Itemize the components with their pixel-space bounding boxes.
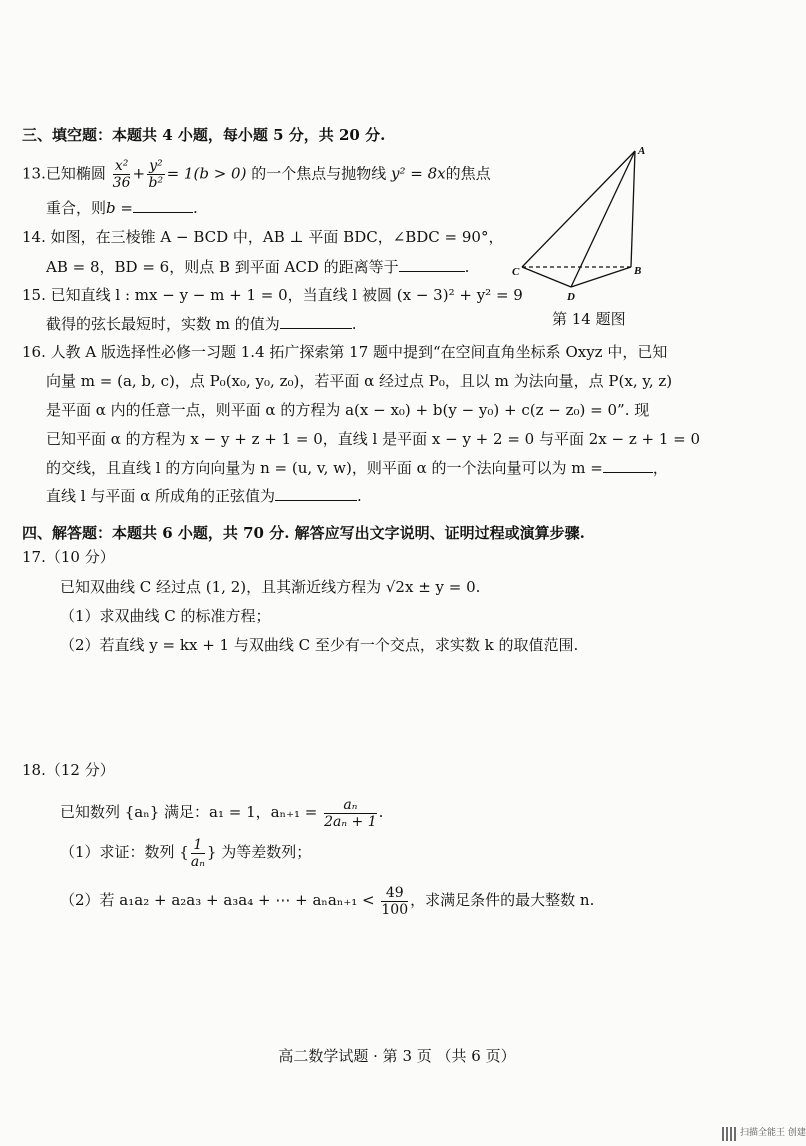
q13-end: .: [192, 199, 198, 217]
q17-end: .: [475, 578, 481, 596]
q15-end: .: [351, 315, 357, 333]
q16-answer-blank-2[interactable]: [275, 486, 357, 501]
q18-part2-text-a: （2）若 a₁a₂ + a₂a₃ + a₃a₄ + ⋯ + aₙaₙ₊₁ <: [60, 891, 375, 909]
q18-end: .: [378, 803, 384, 821]
q15-text: 截得的弦长最短时，实数 m 的值为: [46, 315, 280, 333]
section-4-header: 四、解答题：本题共 6 小题，共 70 分. 解答应写出文字说明、证明过程或演算步骤.: [22, 524, 585, 542]
q16-end: .: [357, 487, 362, 505]
question-17-part-2: （2）若直线 y = kx + 1 与双曲线 C 至少有一个交点，求实数 k 的取值范围.: [60, 636, 579, 654]
q13-text-1: 已知椭圆: [45, 164, 106, 183]
q18-part2-fraction: $\frac{49}{100}$: [381, 884, 409, 918]
q13-number: 13.: [22, 164, 46, 183]
question-16-line-2: 向量 m = (a, b, c)，点 P₀(x₀, y₀, z₀)，若平面 α 经过点 P₀，且以 m 为法向量，点 P(x, y, z): [46, 372, 673, 390]
q13-fraction-y: $\frac{\text{y²}}{\text{b²}}$: [148, 158, 164, 191]
question-14-line-2: [46, 256, 469, 278]
q18-part1-text-a: （1）求证：数列 {: [60, 843, 189, 861]
q13-plus: +: [132, 164, 146, 183]
q14-answer-blank[interactable]: [399, 257, 465, 272]
q17-text: 已知双曲线 C 经过点 (1, 2)，且其渐近线方程为 √2x ± y = 0: [60, 578, 476, 596]
question-16-line-5: [46, 457, 668, 479]
q18-text: 已知数列 {aₙ} 满足：a₁ = 1，aₙ₊₁ =: [60, 803, 318, 821]
q14-end: .: [464, 258, 470, 276]
label-d: D: [567, 291, 575, 303]
q18-part1-fraction: $\frac{1}{\text{aₙ}}$: [190, 836, 205, 870]
q15-answer-blank[interactable]: [280, 314, 352, 329]
scanner-stamp: 扫描全能王 创建: [740, 1128, 806, 1138]
q13-text-2: 的一个焦点与抛物线: [251, 164, 387, 183]
q18-part2-text-b: ，求满足条件的最大整数 n: [410, 891, 590, 909]
question-17-part-1: （1）求双曲线 C 的标准方程；: [60, 607, 271, 625]
question-15-line-1: 15. 已知直线 l : mx − y − m + 1 = 0，当直线 l 被圆 (x − 3)² + y² = 9: [22, 286, 523, 304]
label-c: C: [512, 266, 520, 278]
question-17-stem: [60, 576, 480, 598]
qr-code-icon: [722, 1127, 736, 1141]
q16-comma: ，: [652, 459, 668, 477]
label-a: A: [638, 145, 646, 157]
question-13-line-1: [22, 158, 491, 191]
q13-answer-blank[interactable]: [133, 198, 193, 213]
figure-14-tetrahedron: [508, 140, 658, 310]
question-16-line-4: 已知平面 α 的方程为 x − y + z + 1 = 0，直线 l 是平面 x − y + 2 = 0 与平面 2x − z + 1 = 0: [46, 430, 701, 448]
figure-14-caption: 第 14 题图: [552, 310, 626, 328]
q18-part1-text-b: } 为等差数列；: [206, 843, 312, 861]
question-16-line-1: 16. 人教 A 版选择性必修一习题 1.4 拓广探索第 17 题中提到“在空间直角坐标系 Oxyz 中，已知: [22, 343, 668, 361]
q13-b-var: b =: [106, 199, 133, 217]
edge-ac: [522, 151, 635, 267]
q16-text-5: 的交线，且直线 l 的方向向量为 n = (u, v, w)，则平面 α 的一个法向量可以为 m =: [46, 459, 603, 477]
question-18-part-1: [60, 832, 311, 872]
q14-text: AB = 8，BD = 6，则点 B 到平面 ACD 的距离等于: [46, 258, 399, 276]
q18-recurrence-fraction: $\frac{\text{aₙ}}{\text{2aₙ + 1}}$: [324, 796, 377, 830]
question-16-line-3: 是平面 α 内的任意一点，则平面 α 的方程为 a(x − x₀) + b(y − y₀) + c(z − z₀) = 0”. 现: [46, 401, 650, 419]
question-13-line-2: [46, 197, 198, 219]
question-18-part-2: [60, 880, 594, 920]
page-footer: 高二数学试题 · 第 3 页 （共 6 页）: [278, 1047, 516, 1065]
question-18-header: 18.（12 分）: [22, 761, 115, 779]
question-17-header: 17.（10 分）: [22, 548, 115, 566]
question-14-line-1: 14. 如图，在三棱锥 A − BCD 中，AB ⊥ 平面 BDC，∠BDC = 90°，: [22, 228, 504, 246]
edge-cd: [522, 267, 571, 287]
label-b: B: [634, 265, 642, 277]
q13-condition: = 1(b > 0): [166, 164, 247, 183]
q13-text-4: 重合，则: [46, 199, 107, 217]
q13-text-3: 的焦点: [445, 164, 491, 183]
section-3-header: 三、填空题：本题共 4 小题，每小题 5 分，共 20 分.: [22, 126, 386, 144]
question-18-stem: [60, 792, 383, 832]
edge-db: [571, 267, 631, 287]
q16-answer-blank-1[interactable]: [603, 458, 653, 473]
edge-ab: [631, 151, 635, 267]
question-15-line-2: [46, 313, 357, 335]
q18-part2-end: .: [589, 891, 595, 909]
q13-fraction-x: $\frac{\text{x²}}{36}$: [112, 158, 131, 191]
question-16-line-6: [46, 485, 362, 507]
q16-text-6: 直线 l 与平面 α 所成角的正弦值为: [46, 487, 276, 505]
q13-parabola: y² = 8x: [391, 164, 446, 183]
